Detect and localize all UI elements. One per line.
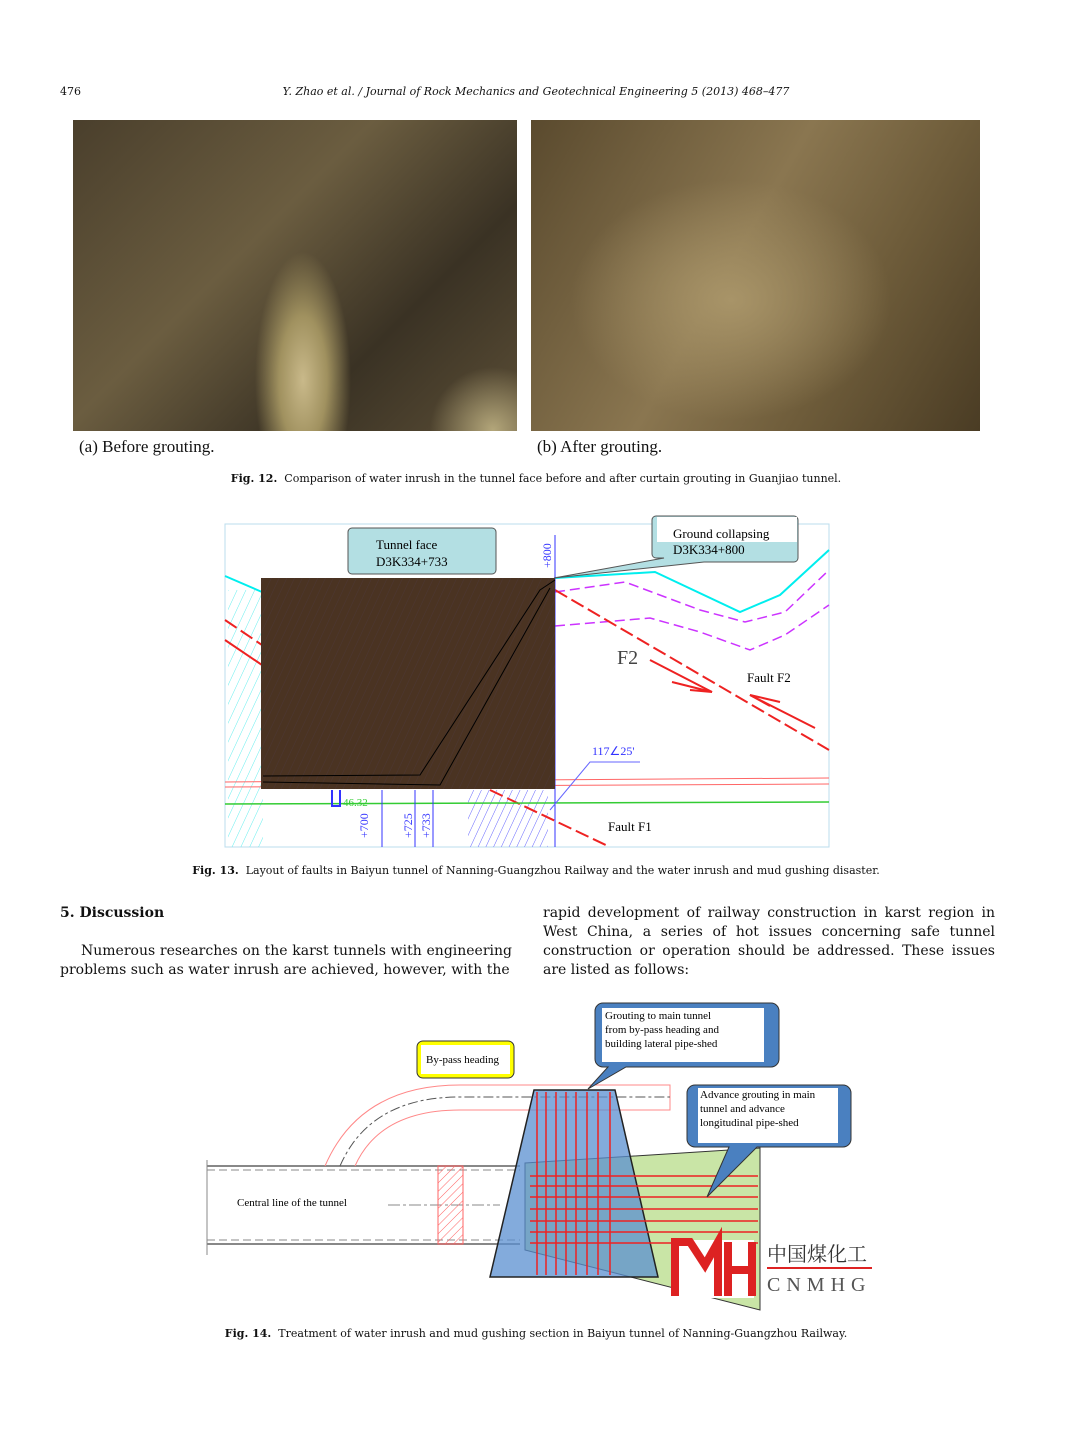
collapse-station: D3K334+800 bbox=[673, 542, 745, 557]
fig14-caption: Fig. 14. Treatment of water inrush and mud gushing section in Baiyun tunnel of Nanning-Guangzhou Railway. bbox=[224, 1327, 848, 1340]
fig12-caption: Fig. 12. Comparison of water inrush in the tunnel face before and after curtain grouting in Guanjiao tunnel. bbox=[230, 472, 842, 485]
fault-f1-label: Fault F1 bbox=[608, 819, 652, 834]
f2-label: F2 bbox=[617, 647, 639, 669]
station-700: +700 bbox=[357, 813, 371, 838]
section-heading: 5. Discussion bbox=[60, 905, 165, 921]
elevation-label: 46.32 bbox=[343, 797, 368, 809]
tunnel-face-station: D3K334+733 bbox=[376, 554, 448, 569]
svg-text:CNMHG: CNMHG bbox=[767, 1274, 872, 1296]
collapse-label: Ground collapsing bbox=[673, 526, 770, 541]
bypass-label: By-pass heading bbox=[426, 1054, 500, 1066]
photo-before-grouting bbox=[73, 120, 517, 431]
callout-top-line3: building lateral pipe-shed bbox=[605, 1038, 718, 1050]
centerline-label: Central line of the tunnel bbox=[237, 1197, 347, 1209]
fig13-diagram bbox=[220, 510, 840, 855]
fault-f2-label: Fault F2 bbox=[747, 670, 791, 685]
subcaption-b: (b) After grouting. bbox=[537, 437, 663, 456]
photo-after-grouting bbox=[531, 120, 980, 431]
station-733: +733 bbox=[419, 813, 433, 838]
fig13-caption: Fig. 13. Layout of faults in Baiyun tunnel of Nanning-Guangzhou Railway and the water inrush and mud gushing disaster. bbox=[192, 864, 880, 877]
station-725: +725 bbox=[401, 813, 415, 838]
page-number: 476 bbox=[60, 85, 81, 98]
callout-right-line1: Advance grouting in main bbox=[700, 1089, 816, 1101]
callout-top-line1: Grouting to main tunnel bbox=[605, 1010, 712, 1022]
angle-label: 117∠25' bbox=[592, 744, 635, 758]
callout-top-line2: from by-pass heading and bbox=[605, 1024, 719, 1036]
callout-right-line2: tunnel and advance bbox=[700, 1103, 785, 1115]
right-column-text: rapid development of railway construction in karst region in West China, a series of hot issues concerning safe tunnel construction or operation should be addressed. These issues are listed as follows: bbox=[543, 905, 995, 978]
running-title: Y. Zhao et al. / Journal of Rock Mechanics and Geotechnical Engineering 5 (2013) 468–477 bbox=[282, 85, 790, 98]
station-800: +800 bbox=[540, 543, 554, 568]
fig14-diagram bbox=[200, 1000, 880, 1315]
tunnel-face-label: Tunnel face bbox=[376, 537, 438, 552]
subcaption-a: (a) Before grouting. bbox=[79, 437, 215, 456]
left-column-text: Numerous researches on the karst tunnels with engineering problems such as water inrush are achieved, however, with the bbox=[60, 943, 512, 978]
callout-right-line3: longitudinal pipe-shed bbox=[700, 1117, 799, 1129]
watermark-logo bbox=[672, 1240, 872, 1298]
svg-text:中国煤化工: 中国煤化工 bbox=[767, 1244, 867, 1266]
